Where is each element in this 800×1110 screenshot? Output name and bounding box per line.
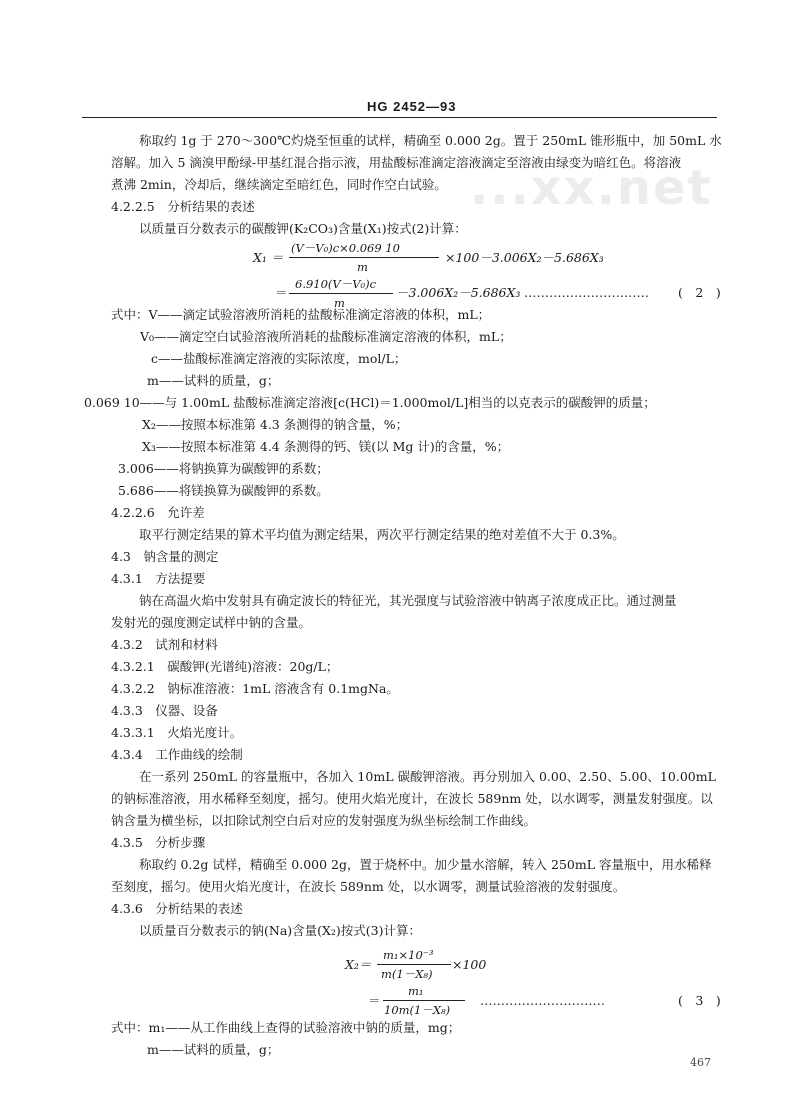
formula-tail: ×100－3.006X₂－5.686X₃	[445, 250, 604, 265]
fraction-bar	[289, 293, 393, 294]
formula-numerator: m₁×10⁻³	[383, 948, 434, 962]
paragraph-line: 在一系列 250mL 的容量瓶中，各加入 10mL 碳酸钾溶液。再分别加入 0.00、2.50、5.00、10.00mL	[139, 769, 716, 784]
formula-tail: －3.006X₂－5.686X₃	[396, 285, 521, 300]
definition-line: m——试料的质量，g；	[147, 373, 280, 388]
section-heading-4-3-3-1: 4.3.3.1 火焰光度计。	[111, 725, 243, 740]
definition-line: m——试料的质量，g；	[147, 1042, 280, 1057]
formula-numerator: (V－V₀)c×0.069 10	[291, 241, 400, 255]
leader-dots: …………………………	[480, 993, 605, 1008]
fraction-bar	[377, 964, 451, 965]
definition-line: 3.006——将钠换算为碳酸钾的系数；	[118, 461, 329, 476]
formula-denominator: m(1－X₈)	[381, 967, 433, 981]
leader-dots: …………………………	[524, 285, 649, 300]
paragraph-line: 溶解。加入 5 滴溴甲酚绿-甲基红混合指示液，用盐酸标准滴定溶液滴定至溶液由绿变为暗红色。将溶液	[111, 155, 682, 170]
paragraph-line: 煮沸 2min，冷却后，继续滴定至暗红色，同时作空白试验。	[111, 177, 447, 192]
fraction-bar	[383, 1000, 465, 1001]
section-heading-4-3-1: 4.3.1 方法提要	[111, 571, 206, 586]
equation-number: ( 3 )	[678, 993, 721, 1008]
equation-number: ( 2 )	[678, 285, 721, 300]
paragraph-line: 取平行测定结果的算术平均值为测定结果，两次平行测定结果的绝对差值不大于 0.3%。	[139, 527, 625, 542]
formula-denominator: m	[334, 296, 345, 310]
standard-code-header: HG 2452—93	[367, 99, 457, 114]
fraction-bar	[289, 257, 439, 258]
formula-denominator: m	[357, 260, 368, 274]
section-heading-4-3-6: 4.3.6 分析结果的表述	[111, 901, 243, 916]
formula-denominator: 10m(1－X₈)	[384, 1003, 451, 1017]
formula-numerator: 6.910(V－V₀)c	[295, 277, 377, 291]
paragraph-line: 称取约 1g 于 270～300℃灼烧至恒重的试样，精确至 0.000 2g。置于 250mL 锥形瓶中，加 50mL 水	[139, 133, 722, 148]
formula-lhs: X₂＝	[345, 957, 372, 972]
paragraph-line: 以质量百分数表示的钠(Na)含量(X₂)按式(3)计算：	[139, 923, 422, 938]
paragraph-line: 以质量百分数表示的碳酸钾(K₂CO₃)含量(X₁)按式(2)计算：	[139, 221, 467, 236]
definition-line: X₃——按照本标准第 4.4 条测得的钙、镁(以 Mg 计)的含量，%；	[142, 439, 510, 454]
paragraph-line: 至刻度，摇匀。使用火焰光度计，在波长 589nm 处，以水调零，测量试验溶液的发射强度。	[111, 879, 626, 894]
section-heading-4-3-2-1: 4.3.2.1 碳酸钾(光谱纯)溶液：20g/L；	[111, 659, 339, 674]
section-heading-4-3-5: 4.3.5 分析步骤	[111, 835, 206, 850]
formula-equals: ＝	[275, 285, 288, 300]
definition-line: 0.069 10——与 1.00mL 盐酸标准滴定溶液[c(HCl)＝1.000mol/L]相当的以克表示的碳酸钾的质量；	[84, 395, 656, 410]
section-heading-4-3-4: 4.3.4 工作曲线的绘制	[111, 747, 243, 762]
definition-line: 式中：V——滴定试验溶液所消耗的盐酸标准滴定溶液的体积，mL；	[111, 307, 491, 322]
section-heading-4-3-2: 4.3.2 试剂和材料	[111, 637, 218, 652]
section-heading-4-3-2-2: 4.3.2.2 钠标准溶液：1mL 溶液含有 0.1mgNa。	[111, 681, 399, 696]
paragraph-line: 钠含量为横坐标，以扣除试剂空白后对应的发射强度为纵坐标绘制工作曲线。	[111, 813, 537, 828]
definition-line: c——盐酸标准滴定溶液的实际浓度，mol/L；	[151, 351, 407, 366]
definition-line: X₂——按照本标准第 4.3 条测得的钠含量，%；	[142, 417, 409, 432]
paragraph-line: 的钠标准溶液，用水稀释至刻度，摇匀。使用火焰光度计，在波长 589nm 处，以水调零，测量发射强度。以	[111, 791, 713, 806]
definition-line: 5.686——将镁换算为碳酸钾的系数。	[118, 483, 329, 498]
page-number: 467	[690, 1056, 711, 1069]
paragraph-line: 发射光的强度测定试样中钠的含量。	[111, 615, 312, 630]
formula-lhs: X₁ ＝	[253, 250, 284, 265]
definition-line: V₀——滴定空白试验溶液所消耗的盐酸标准滴定溶液的体积，mL；	[140, 329, 512, 344]
formula-equals: ＝	[368, 993, 381, 1008]
paragraph-line: 称取约 0.2g 试样，精确至 0.000 2g，置于烧杯中。加少量水溶解，转入 250mL 容量瓶中，用水稀释	[139, 857, 712, 872]
definition-line: 式中：m₁——从工作曲线上查得的试验溶液中钠的质量，mg；	[111, 1020, 461, 1035]
formula-tail: ×100	[452, 957, 487, 972]
section-heading-4-3-3: 4.3.3 仪器、设备	[111, 703, 218, 718]
section-heading-4-3: 4.3 钠含量的测定	[111, 549, 219, 564]
section-heading-4-2-2-5: 4.2.2.5 分析结果的表述	[111, 199, 255, 214]
paragraph-line: 钠在高温火焰中发射具有确定波长的特征光，其光强度与试验溶液中钠离子浓度成正比。通过测量	[139, 593, 677, 608]
formula-numerator: m₁	[408, 984, 424, 998]
header-rule	[82, 117, 717, 118]
watermark: ...xx.net	[470, 160, 713, 216]
section-heading-4-2-2-6: 4.2.2.6 允许差	[111, 505, 205, 520]
